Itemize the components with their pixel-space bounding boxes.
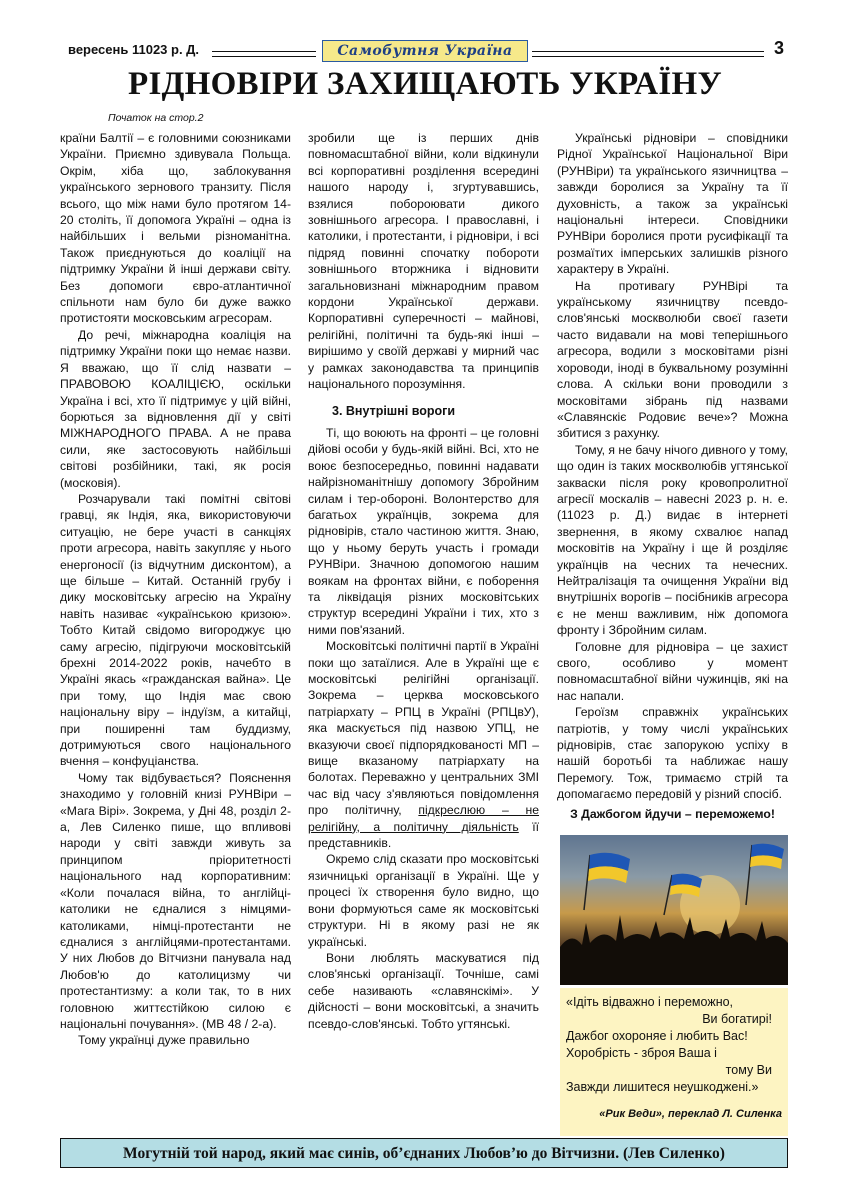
paragraph: Окремо слід сказати про московітські язичницькі організації в Україні. Ще у процесі їх створення було видно, що вони формуються саме як московітські структури. Ні в якому разі не як українські. [308, 852, 539, 949]
underlined-text: підкреслюю – не релігійну, а політичну діяльність [308, 803, 540, 834]
paragraph: Тому українці дуже правильно [78, 1033, 250, 1048]
text-run: Московітські політичні партії в Україні поки що затаїлися. Але в Україні ще є московітські релігійні організації. Зокрема – церква московського патріархату – РПЦ в Україні (РПЦвУ), яка маскується під назвою УПЦ, не вказуючи своєї підпорядкованості МП – вище вказаному патріархату на болотах. Переважно у центральних ЗМІ час від часу з'являються повідомлення про політичну, [308, 639, 539, 818]
article-headline: РІДНОВІРИ ЗАХИЩАЮТЬ УКРАЇНУ [128, 66, 722, 102]
paragraph: Українські рідновіри – сповідники Рідної Української Національної Віри (РУНВіри) та українського язичництва – завжди боролися за Україну та її духовність, а також за українські національні інтереси. Сповідники РУНВіри боролися проти русифікації та розмаїтих імперських залишків різного характеру в Україні. [557, 131, 788, 277]
paragraph: Розчарували такі помітні світові гравці, як Індія, яка, використовуючи ситуацію, не бере участі в санкціях проти агресора, навіть закупляє у нього енергоносії (із відчутним дисконтом), а ще більше – Китай. Останній грубу і дику московітську агресію на Україну навіть називає «українською кризою». Тобто Китай свідомо вигороджує цю саму агресію, підігруючи московітській брехні 2014-2022 років, начебто в Україні якась «гражданская вайна». Це при тому, що Індія має свою національну віру – індуїзм, а китайці, при поширенні там буддизму, дотримуються свого національного вчення – конфуціанства. [60, 491, 291, 769]
header-rule-right [532, 51, 764, 57]
paragraph: До речі, міжнародна коаліція на підтримку України поки що немає назви. Я вважаю, що її слід назвати – ПРАВОВОЮ КОАЛІЦІЄЮ, оскільки Україна і всі, хто її підтримує у цій війні, борються за відновлення дії у світі МІЖНАРОДНОГО ПРАВА. А не права сили, яке застосовують найбільші світові розбійники, такі, як росія (московія). [60, 327, 291, 490]
paragraph: На противагу РУНВірі та українському язичництву псевдо-слов'янські москволюби своєї газети часто видавали на мові теперішнього агресора, водили з московітами різні хороводи, іноді в буквальному розумінні слова. А скільки вони проводили з московітами зібрань під назвами «Славянскіє Родовиє вече»? Можна збитися з рахунку. [557, 278, 788, 441]
paragraph: Чому так відбувається? Пояснення знаходимо у головній книзі РУНВіри – «Мага Вірі». Зокрема, у Дні 48, розділ 2-а, Лев Силенко пише, що впливові народи у світі завжди живуть за принципом пріоритетності національного над корпоративним: «Коли почалася війна, то англійці-католики не єдналися з німцями-католиками, німці-протестанти не єдналися з англійцями-протестантами. У них Любов до Вітчизни панувала над Любов'ю до католицизму чи протестантизму: а коли так, то в них головною життєстійкою силою є національні почування». (МВ 48 / 2-а). [60, 770, 291, 1031]
footer-motto: Могутній той народ, який має синів, об’єднаних Любов’ю до Вітчизни. (Лев Силенко) [60, 1138, 788, 1168]
crowd-with-flags-photo [560, 835, 788, 985]
newspaper-logo: Самобутня Україна [322, 40, 528, 62]
text-run: її представників. [308, 819, 539, 851]
quote-box [560, 988, 788, 1136]
page-number: 3 [773, 38, 784, 58]
quote-line: Дажбог охороняе і любить Вас! [566, 1029, 748, 1043]
column-1 [60, 130, 291, 1049]
paragraph [308, 638, 539, 851]
paragraph: Головне для рідновіра – це захист свого, особливо у момент повномасштабної війни чужинців, які на нас напали. [557, 639, 788, 703]
quote-citation: «Рик Веди», переклад Л. Силенка [599, 1108, 782, 1120]
paragraph: Вони люблять маскуватися під слов'янські організації. Точніше, самі себе називають «славянскімі». У дійсності – вони московітські, а значить псевдо-слов'янські. Тобто угтянські. [308, 950, 539, 1031]
flag-left [584, 853, 630, 910]
paragraph: зробили ще із перших днів повномасштабної війни, коли відкинули всі корпоративні розділення всередині нашого народу і, згуртувавшись, взялися побороювати дикого зовнішнього агресора. І православні, і католики, і протестанти, і рідновіри, і всі підряд повинні спочатку побороти зовнішнього вторжника і відновити загальновизнані міжнародним правом кордони Української держави. Корпоративні суперечності – майнові, релігійні, політичні та будь-які інші – вирішимо у своїй державі у мирний час у рамках законодавства та принципів національного порозуміння. [308, 131, 539, 392]
flag-right [746, 844, 784, 905]
quote-line: Ви богатирі! [702, 1012, 772, 1026]
issue-date: вересень 11023 р. Д. [68, 42, 200, 57]
photo-illustration [560, 835, 788, 985]
page-header [60, 40, 790, 64]
quote-line: Хоробрість - зброя Ваша і [566, 1046, 717, 1060]
header-rule-left [212, 51, 316, 57]
paragraph: країни Балтії – є головними союзниками України. Приємно здивувала Польща. Окрім, хіба що, заблокування українського зернового транзиту. Після всього, що між нами було протягом 14-20 століть, її допомога Україні – одна із найбільших і вельми різноманітна. Також приєднуються до коаліції на підтримку України й інші держави світу. Без допомоги євро-атлантичної спільноти нам було би дуже важко протистояти московським агресорам. [60, 131, 291, 326]
slogan: З Дажбогом йдучи – переможемо! [570, 806, 775, 821]
paragraph: Героїзм справжніх українських патріотів, у тому числі українських рідновірів, стає запорукою успіху в нашій боротьбі та наближає нашу Перемогу. Тож, тримаємо стрій та допомагаємо передовій у різний спосіб. [557, 705, 788, 802]
section-heading: 3. Внутрішні вороги [332, 403, 456, 418]
continued-note: Початок на стор.2 [108, 112, 204, 124]
column-2 [308, 130, 539, 1032]
column-3 [557, 130, 788, 822]
quote-line: «Ідіть відважно і переможно, [566, 995, 734, 1009]
crowd-silhouette [560, 915, 788, 985]
paragraph: Ті, що воюють на фронті – це головні дійові особи у будь-якій війні. Всі, хто не воює безпосередньо, повинні надавати найрізноманітнішу допомогу Збройним силам і тер-обороні. Волонтерство для багатьох українців, зокрема для рідновірів, стало частиною життя. Знаю, що у ньому беруть участь і громади РУНВіри. Значною допомогою нашим воякам на фронтах війни, є поборення та ліквідація різних московітських структур всередині України і тих, хто з ними пов'язаний. [308, 425, 539, 637]
quote-line: Завжди лишитеся неушкоджені.» [566, 1080, 759, 1094]
quote-line: тому Ви [725, 1063, 772, 1077]
paragraph: Тому, я не бачу нічого дивного у тому, що один із таких москволюбів угтянської закваски після року кровопролитної агресії москалів – навесні 2023 р. н. е. (11023 р. Д.) видає в інтернеті звернення, в якому схвалює напад московітів на Україну і ще й розділяє українців на чесних та нечесних. Нейтралізація та очищення України від внутрішніх ворогів – посібників агресора є не менш важливим, ніж допомога фронту і Збройним силам. [557, 442, 788, 638]
